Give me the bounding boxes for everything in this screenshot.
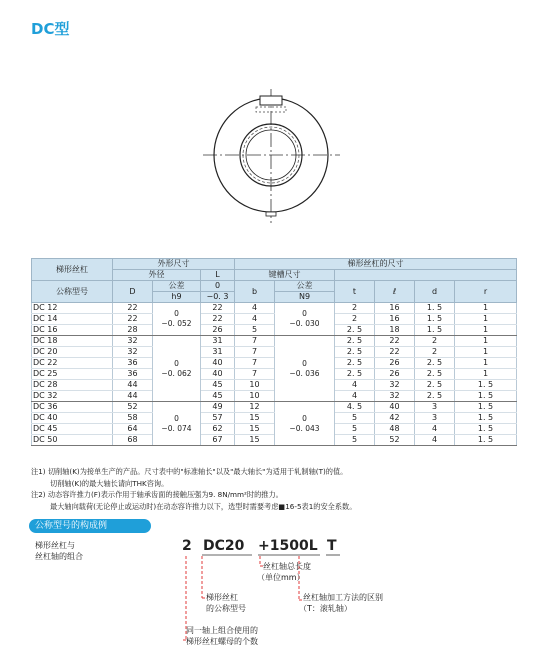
- cell-D: 22: [113, 314, 153, 325]
- cell-l: 26: [375, 369, 415, 380]
- cell-l: 40: [375, 402, 415, 413]
- cell-D: 52: [113, 402, 153, 413]
- cell-L: 45: [201, 380, 235, 391]
- table-row: [32, 336, 517, 347]
- code-count: 2: [182, 538, 192, 554]
- header-d: d: [415, 281, 455, 303]
- count-label-1: 同一轴上组合使用的: [186, 626, 258, 635]
- dimension-table: [31, 258, 517, 446]
- cell-L: 62: [201, 424, 235, 435]
- cell-b: 4: [235, 303, 275, 314]
- cell-l: 32: [375, 391, 415, 402]
- header-keyway: 键槽尺寸: [235, 270, 335, 281]
- page-title: DC型: [31, 20, 70, 38]
- cell-D: 22: [113, 303, 153, 314]
- cell-model: DC 36: [32, 402, 113, 413]
- table-row: [32, 358, 517, 369]
- cell-t: 5: [335, 413, 375, 424]
- cell-b: 15: [235, 424, 275, 435]
- keyway-slot: [260, 96, 282, 105]
- cell-D: 68: [113, 435, 153, 446]
- cell-D: 28: [113, 325, 153, 336]
- cell-d: 2: [415, 347, 455, 358]
- cell-t: 2: [335, 314, 375, 325]
- cell-r: 1: [455, 325, 517, 336]
- header-screw-dims: 梯形丝杠的尺寸: [235, 259, 517, 270]
- cell-t: 4. 5: [335, 402, 375, 413]
- cell-b: 7: [235, 336, 275, 347]
- header-tol-h9: 公差: [153, 281, 201, 292]
- model-label-2: 的公称型号: [206, 604, 246, 613]
- tol-N9-upper: 0: [302, 358, 307, 368]
- header-l: ℓ: [375, 281, 415, 303]
- header-r: r: [455, 281, 517, 303]
- cell-L: 31: [201, 336, 235, 347]
- cell-r: 1: [455, 303, 517, 314]
- header-outer-dims: 外形尺寸: [113, 259, 235, 270]
- cell-b: 7: [235, 369, 275, 380]
- cell-t: 2: [335, 303, 375, 314]
- header-L-tol-top: 0: [201, 281, 235, 292]
- cell-d: 2. 5: [415, 358, 455, 369]
- note-2-cont: 最大轴向载荷(无论停止或运动时)在动态容许推力以下，选型时需要考虑■16-5表1的安全系数。: [50, 501, 357, 511]
- cell-tol-N9: [275, 303, 335, 336]
- table-row: [32, 314, 517, 325]
- cell-D: 36: [113, 369, 153, 380]
- cell-L: 45: [201, 391, 235, 402]
- cell-r: 1. 5: [455, 391, 517, 402]
- cell-d: 4: [415, 435, 455, 446]
- cell-D: 64: [113, 424, 153, 435]
- header-outer-diameter: 外径: [113, 270, 201, 281]
- table-body: [32, 303, 517, 446]
- cell-d: 2: [415, 336, 455, 347]
- tol-N9-upper: 0: [302, 413, 307, 423]
- cell-model: DC 32: [32, 391, 113, 402]
- header-spacer: [335, 270, 517, 281]
- cell-model: DC 22: [32, 358, 113, 369]
- section-title: 公称型号的构成例: [35, 521, 108, 531]
- cell-b: 10: [235, 380, 275, 391]
- notes: [31, 466, 356, 512]
- cell-tol-h9: [153, 402, 201, 446]
- cell-t: 2. 5: [335, 347, 375, 358]
- cell-b: 15: [235, 413, 275, 424]
- cell-model: DC 20: [32, 347, 113, 358]
- cell-model: DC 50: [32, 435, 113, 446]
- tol-N9-lower: −0. 036: [289, 368, 320, 378]
- cell-L: 22: [201, 314, 235, 325]
- table-row: [32, 369, 517, 380]
- count-label-2: 梯形丝杠螺母的个数: [186, 637, 258, 646]
- tol-N9-lower: −0. 043: [289, 423, 320, 433]
- cell-b: 5: [235, 325, 275, 336]
- cell-r: 1. 5: [455, 380, 517, 391]
- cell-r: 1: [455, 347, 517, 358]
- cell-model: DC 40: [32, 413, 113, 424]
- tol-N9-lower: −0. 030: [289, 319, 320, 328]
- tol-h9-upper: 0: [174, 413, 179, 423]
- cell-d: 2. 5: [415, 391, 455, 402]
- header-t: t: [335, 281, 375, 303]
- model-label-1: 梯形丝杠: [206, 593, 238, 602]
- method-label-2: （T：滚轧轴）: [299, 604, 352, 613]
- cell-b: 4: [235, 314, 275, 325]
- cell-t: 2. 5: [335, 369, 375, 380]
- cell-r: 1: [455, 314, 517, 325]
- cell-d: 2. 5: [415, 369, 455, 380]
- cell-b: 12: [235, 402, 275, 413]
- cell-D: 32: [113, 336, 153, 347]
- table-row: [32, 347, 517, 358]
- table-row: [32, 413, 517, 424]
- tol-N9-upper: 0: [302, 309, 307, 318]
- cell-d: 1. 5: [415, 303, 455, 314]
- header-L-tol-bottom: −0. 3: [201, 292, 235, 303]
- combo-label-1: 梯形丝杠与: [35, 541, 75, 550]
- header-L: L: [201, 270, 235, 281]
- cell-d: 1. 5: [415, 314, 455, 325]
- cell-t: 5: [335, 435, 375, 446]
- note-1: 注1) 切削轴(K)为接单生产的产品。尺寸表中的"标准轴长"以及"最大轴长"为适用于轧制轴(T)的值。: [31, 467, 348, 476]
- cell-L: 26: [201, 325, 235, 336]
- cell-t: 2. 5: [335, 325, 375, 336]
- cell-model: DC 45: [32, 424, 113, 435]
- note-1-cont: 切削轴(K)的最大轴长请向THK咨询。: [50, 478, 169, 488]
- header-b: b: [235, 281, 275, 303]
- cell-L: 40: [201, 358, 235, 369]
- cell-r: 1. 5: [455, 435, 517, 446]
- header-N9: N9: [275, 292, 335, 303]
- tol-h9-lower: −0. 074: [161, 423, 192, 433]
- cell-b: 15: [235, 435, 275, 446]
- cell-l: 48: [375, 424, 415, 435]
- cell-D: 44: [113, 380, 153, 391]
- cell-L: 40: [201, 369, 235, 380]
- cell-tol-h9: [153, 303, 201, 336]
- cell-tol-N9: [275, 336, 335, 402]
- cell-r: 1. 5: [455, 424, 517, 435]
- header-tol-N9: 公差: [275, 281, 335, 292]
- cell-r: 1. 5: [455, 402, 517, 413]
- header-h9: h9: [153, 292, 201, 303]
- cell-L: 57: [201, 413, 235, 424]
- cell-D: 44: [113, 391, 153, 402]
- cell-tol-N9: [275, 402, 335, 446]
- tol-h9-upper: 0: [174, 358, 179, 368]
- note-2: 注2) 动态容许推力(F)表示作用于轴承齿面的接触压强为9. 8N/mm²时的推力。: [31, 490, 283, 499]
- code-method: T: [327, 538, 337, 554]
- table-row: [32, 435, 517, 446]
- cell-t: 4: [335, 391, 375, 402]
- cell-L: 67: [201, 435, 235, 446]
- cell-model: DC 25: [32, 369, 113, 380]
- cell-l: 52: [375, 435, 415, 446]
- cell-l: 16: [375, 314, 415, 325]
- cell-d: 4: [415, 424, 455, 435]
- table-row: [32, 380, 517, 391]
- length-label-2: （单位mm）: [257, 573, 305, 582]
- cell-r: 1: [455, 369, 517, 380]
- header-screw: 梯形丝杠: [32, 259, 113, 281]
- cell-l: 18: [375, 325, 415, 336]
- cell-L: 22: [201, 303, 235, 314]
- cell-b: 7: [235, 358, 275, 369]
- header-model: 公称型号: [32, 281, 113, 303]
- cell-r: 1: [455, 358, 517, 369]
- cell-l: 22: [375, 347, 415, 358]
- header-D: D: [113, 281, 153, 303]
- cell-l: 26: [375, 358, 415, 369]
- cell-l: 16: [375, 303, 415, 314]
- cell-D: 36: [113, 358, 153, 369]
- cell-model: DC 16: [32, 325, 113, 336]
- cell-d: 1. 5: [415, 325, 455, 336]
- front-view-drawing: [0, 0, 543, 250]
- cell-tol-h9: [153, 336, 201, 402]
- table-row: [32, 325, 517, 336]
- cell-L: 31: [201, 347, 235, 358]
- table-row: [32, 303, 517, 314]
- cell-t: 2. 5: [335, 336, 375, 347]
- cell-t: 5: [335, 424, 375, 435]
- length-label-1: 丝杠轴总长度: [263, 562, 311, 571]
- cell-b: 10: [235, 391, 275, 402]
- cell-D: 58: [113, 413, 153, 424]
- cell-l: 42: [375, 413, 415, 424]
- cell-l: 32: [375, 380, 415, 391]
- code-length: +1500L: [258, 538, 318, 554]
- table-row: [32, 391, 517, 402]
- tol-h9-lower: −0. 052: [161, 319, 192, 328]
- tol-h9-lower: −0. 062: [161, 368, 192, 378]
- table-row: [32, 424, 517, 435]
- bottom-mark: [266, 212, 276, 216]
- cell-r: 1: [455, 336, 517, 347]
- cell-t: 4: [335, 380, 375, 391]
- cell-d: 3: [415, 413, 455, 424]
- method-label-1: 丝杠轴加工方法的区别: [303, 593, 383, 602]
- cell-l: 22: [375, 336, 415, 347]
- cell-model: DC 18: [32, 336, 113, 347]
- cell-model: DC 12: [32, 303, 113, 314]
- cell-D: 32: [113, 347, 153, 358]
- cell-d: 2. 5: [415, 380, 455, 391]
- combo-label-2: 丝杠轴的组合: [35, 552, 83, 561]
- table-row: [32, 402, 517, 413]
- cell-model: DC 28: [32, 380, 113, 391]
- cell-b: 7: [235, 347, 275, 358]
- code-model: DC20: [203, 538, 245, 554]
- cell-t: 2. 5: [335, 358, 375, 369]
- cell-r: 1. 5: [455, 413, 517, 424]
- cell-model: DC 14: [32, 314, 113, 325]
- tol-h9-upper: 0: [174, 309, 179, 318]
- cell-L: 49: [201, 402, 235, 413]
- cell-d: 3: [415, 402, 455, 413]
